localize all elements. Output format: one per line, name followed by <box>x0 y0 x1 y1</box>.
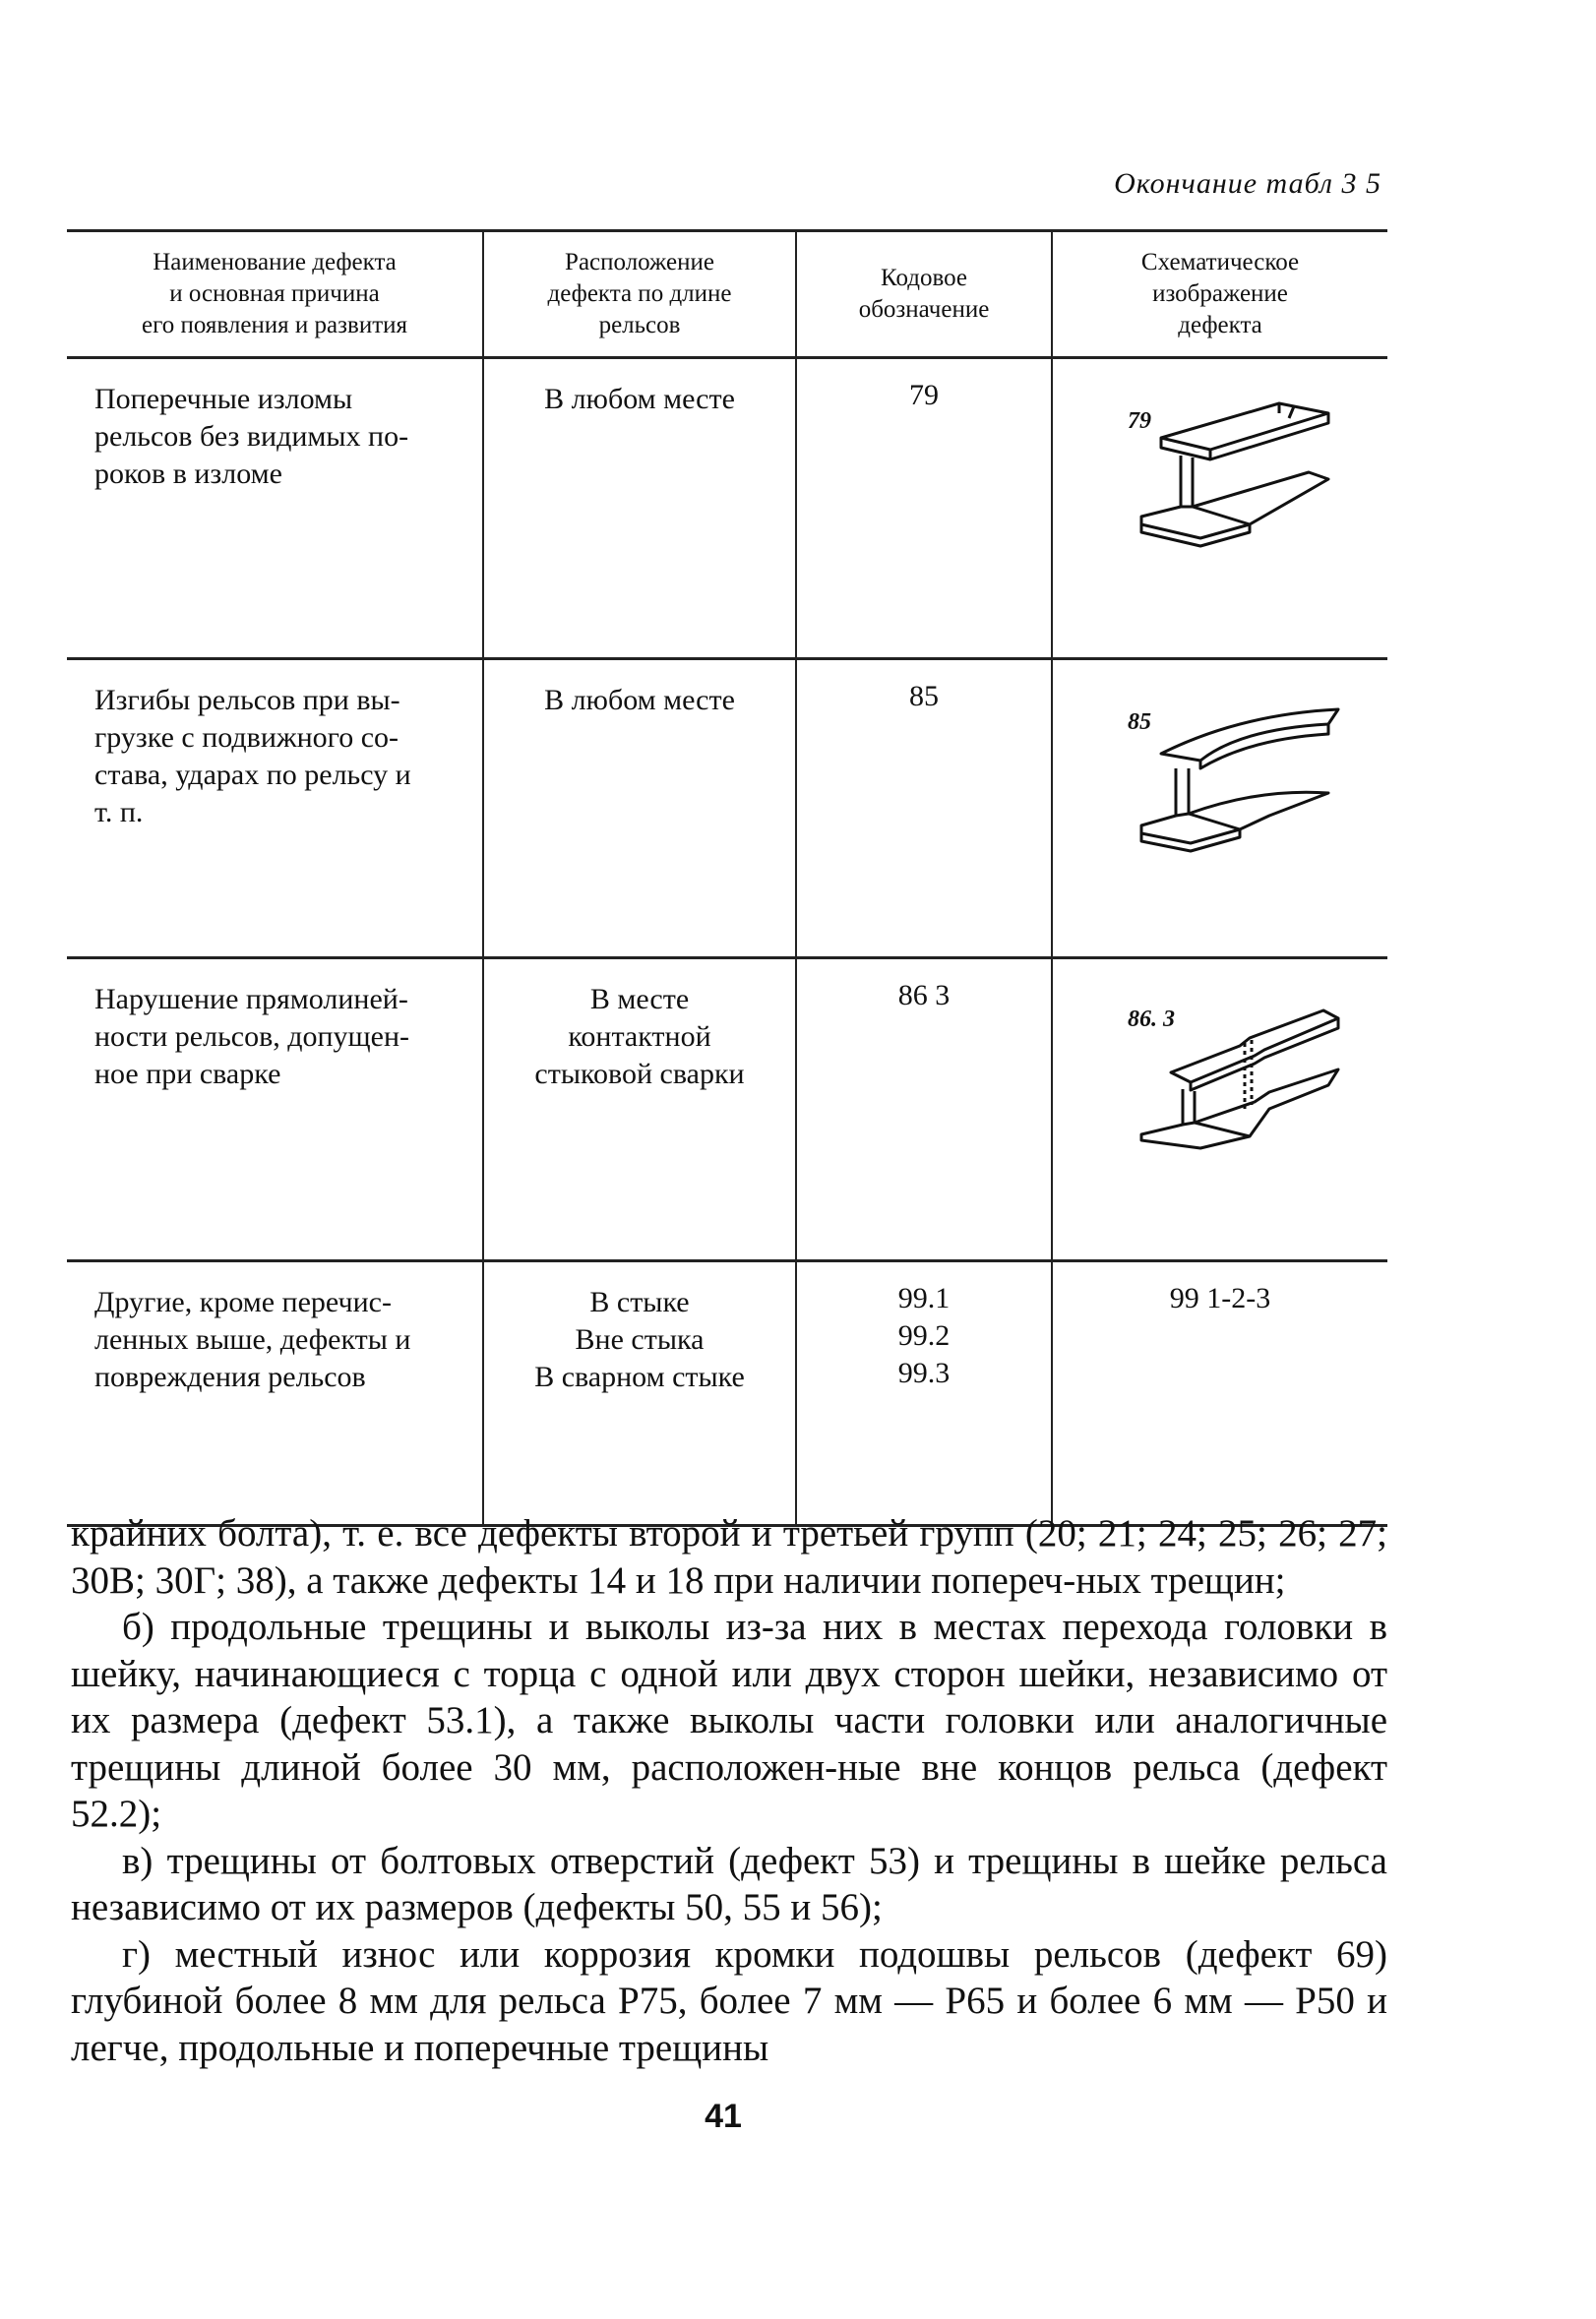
text-line: 79 <box>909 379 939 411</box>
text-line: Расположение <box>565 249 714 275</box>
text-line: изображение <box>1152 280 1288 307</box>
text-line: Схематическое <box>1140 249 1300 275</box>
header-schematic <box>1052 231 1387 358</box>
text-line: т. п. <box>94 796 144 828</box>
paragraph: б) продольные трещины и выколы из-за них в местах перехода головки в шейку, начинающиеся с торца с одной или двух сторон шейки, независимо от их размера (дефект 53.1), а также выколы части головки или аналогичные трещины длиной более 30 мм, расположен-ные вне концов рельса (дефект 52.2); <box>71 1606 1387 1835</box>
defect-location-cell <box>483 1261 796 1526</box>
table-header-row <box>67 231 1387 358</box>
header-defect-location <box>483 231 796 358</box>
rail-fracture-sketch <box>1132 398 1358 556</box>
defect-name-cell <box>67 1261 483 1526</box>
defect-code-cell <box>796 358 1052 659</box>
text-line: роков в изломе <box>94 458 282 490</box>
text-line: ности рельсов, допущен- <box>94 1020 410 1053</box>
text-line: и основная причина <box>169 280 380 307</box>
defect-code-cell <box>796 958 1052 1261</box>
schematic-reference: 99 1-2-3 <box>1169 1282 1271 1314</box>
text-line: его появления и развития <box>141 312 408 338</box>
paragraph: крайних болта), т. е. все дефекты второй и третьей групп (20; 21; 24; 25; 26; 27; 30В; 30Г; 38), а также дефекты 14 и 18 при наличии попереч-ных трещин; <box>71 1512 1387 1602</box>
header-code <box>796 231 1052 358</box>
text-line: 86 3 <box>897 979 951 1011</box>
body-text <box>71 1510 1387 2071</box>
defect-code-cell <box>796 1261 1052 1526</box>
text-line: В стыке <box>589 1286 690 1318</box>
table-row <box>67 1261 1387 1526</box>
defect-location-cell <box>483 358 796 659</box>
text-line: В сварном стыке <box>534 1361 745 1393</box>
defect-schematic-cell <box>1052 358 1387 659</box>
defect-location-cell <box>483 659 796 958</box>
text-line: Вне стыка <box>575 1323 705 1356</box>
rail-weld-misalignment-sketch <box>1132 999 1358 1156</box>
rail-bend-sketch <box>1132 700 1358 857</box>
text-line: 99.3 <box>897 1357 951 1389</box>
defect-name-cell <box>67 659 483 958</box>
text-line: 99.1 <box>897 1282 951 1314</box>
text-line: повреждения рельсов <box>94 1361 366 1393</box>
text-line: Наименование дефекта <box>153 249 397 275</box>
table-row <box>67 659 1387 958</box>
table-caption: Окончание табл 3 5 <box>1114 167 1381 200</box>
paragraph: г) местный износ или коррозия кромки подошвы рельсов (дефект 69) глубиной более 8 мм для рельса Р75, более 7 мм — Р65 и более 6 мм — Р50 и легче, продольные и поперечные трещины <box>71 1932 1387 2069</box>
text-line: контактной <box>568 1020 711 1053</box>
header-defect-name <box>67 231 483 358</box>
schematic-label: 79 <box>1128 408 1151 434</box>
paragraph: в) трещины от болтовых отверстий (дефект 53) и трещины в шейке рельса независимо от их размеров (дефекты 50, 55 и 56); <box>71 1839 1387 1928</box>
defect-location-cell <box>483 958 796 1261</box>
text-line: ленных выше, дефекты и <box>94 1323 411 1356</box>
text-line: В месте <box>589 983 690 1015</box>
text-line: В любом месте <box>544 684 735 716</box>
text-line: грузке с подвижного со- <box>94 721 399 754</box>
defect-schematic-cell <box>1052 659 1387 958</box>
table-row <box>67 358 1387 659</box>
table-row <box>67 958 1387 1261</box>
text-line: Кодовое <box>881 265 967 291</box>
text-line: обозначение <box>858 296 990 323</box>
defect-schematic-cell <box>1052 958 1387 1261</box>
text-line: В любом месте <box>544 383 735 415</box>
schematic-label: 85 <box>1128 709 1151 735</box>
text-line: рельсов <box>598 312 681 338</box>
text-line: Поперечные изломы <box>94 383 353 415</box>
text-line: дефекта <box>1178 312 1262 338</box>
text-line: 99.2 <box>897 1319 951 1352</box>
text-line: става, ударах по рельсу и <box>94 759 411 791</box>
text-line: дефекта по длине <box>547 280 732 307</box>
text-line: Изгибы рельсов при вы- <box>94 684 400 716</box>
text-line: Другие, кроме перечис- <box>94 1286 392 1318</box>
defect-code-cell <box>796 659 1052 958</box>
schematic-label: 86. 3 <box>1128 1007 1175 1032</box>
defect-name-cell <box>67 958 483 1261</box>
text-line: рельсов без видимых по- <box>94 420 409 453</box>
text-line: стыковой сварки <box>534 1058 745 1090</box>
text-line: Нарушение прямолиней- <box>94 983 408 1015</box>
text-line: 85 <box>909 680 939 712</box>
defect-schematic-cell <box>1052 1261 1387 1526</box>
text-line: ное при сварке <box>94 1058 281 1090</box>
page-number: 41 <box>705 2098 742 2135</box>
defects-table <box>67 229 1387 1527</box>
defect-name-cell <box>67 358 483 659</box>
